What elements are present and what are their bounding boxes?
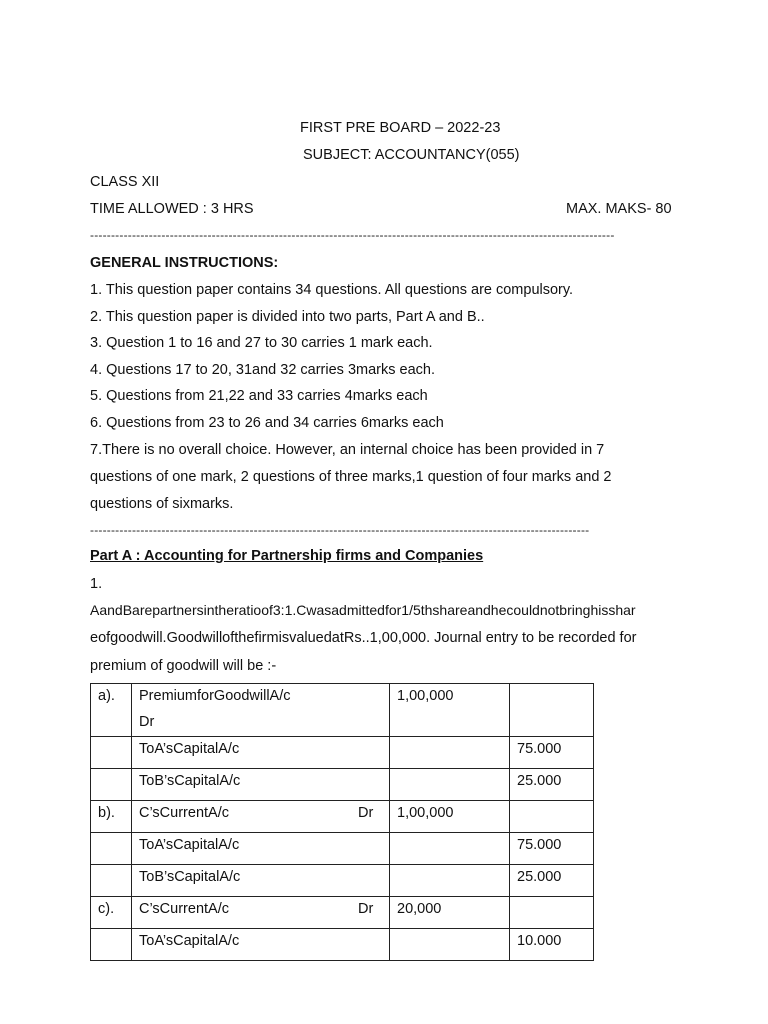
credit-cell xyxy=(510,684,594,737)
particulars-cell xyxy=(132,801,390,833)
debit-cell xyxy=(390,737,510,769)
debit-cell: 1,00,000 xyxy=(390,801,510,833)
table-row xyxy=(91,769,594,801)
instruction-item: 7.There is no overall choice. However, an internal choice has been provided in 7 xyxy=(90,442,605,458)
option-label xyxy=(91,769,132,801)
table-row xyxy=(91,801,594,833)
credit-cell: 25.000 xyxy=(510,769,594,801)
particulars-cell: ToA’sCapitalA/c xyxy=(132,737,390,769)
credit-cell: 75.000 xyxy=(510,737,594,769)
debit-cell: 1,00,000 xyxy=(390,684,510,737)
option-label: a). xyxy=(91,684,132,737)
particular-text: C’sCurrentA/c xyxy=(139,901,229,917)
credit-cell: 75.000 xyxy=(510,833,594,865)
option-label xyxy=(91,833,132,865)
question-text-line: eofgoodwill.GoodwillofthefirmisvaluedatRs..1,00,000. Journal entry to be recorded for xyxy=(90,630,637,646)
dr-marker: Dr xyxy=(358,805,374,821)
debit-cell xyxy=(390,769,510,801)
time-allowed: TIME ALLOWED : 3 HRS xyxy=(90,201,254,217)
particulars-cell: ToA’sCapitalA/c xyxy=(132,929,390,961)
instruction-item: 3. Question 1 to 16 and 27 to 30 carries 1 mark each. xyxy=(90,335,433,351)
table-row xyxy=(91,737,594,769)
credit-cell xyxy=(510,897,594,929)
option-label: c). xyxy=(91,897,132,929)
separator-line: ----------------------------------------------------------------------------------------------------------------------------- xyxy=(90,229,615,241)
instruction-item: questions of sixmarks. xyxy=(90,496,234,512)
credit-cell: 10.000 xyxy=(510,929,594,961)
credit-cell xyxy=(510,801,594,833)
debit-cell xyxy=(390,865,510,897)
class-label: CLASS XII xyxy=(90,174,160,190)
table-row xyxy=(91,865,594,897)
question-number: 1. xyxy=(90,576,103,592)
credit-cell: 25.000 xyxy=(510,865,594,897)
dr-marker: Dr xyxy=(139,714,155,730)
debit-cell xyxy=(390,929,510,961)
instruction-item: 6. Questions from 23 to 26 and 34 carries 6marks each xyxy=(90,415,444,431)
question-text-line: AandBarepartnersintheratioof3:1.Cwasadmittedfor1/5thshareandhecouldnotbringhisshar xyxy=(90,602,636,618)
instruction-item: 5. Questions from 21,22 and 33 carries 4marks each xyxy=(90,388,428,404)
paper-subject: SUBJECT: ACCOUNTANCY(055) xyxy=(303,147,520,163)
particular-text: PremiumforGoodwillA/c xyxy=(139,688,291,704)
instruction-item: 1. This question paper contains 34 questions. All questions are compulsory. xyxy=(90,282,574,298)
instructions-heading: GENERAL INSTRUCTIONS: xyxy=(90,255,279,271)
particular-text: C’sCurrentA/c xyxy=(139,805,229,821)
table-row xyxy=(91,897,594,929)
part-a-heading: Part A : Accounting for Partnership firms and Companies xyxy=(90,548,484,564)
option-label: b). xyxy=(91,801,132,833)
particulars-cell: ToB’sCapitalA/c xyxy=(132,865,390,897)
option-label xyxy=(91,929,132,961)
option-label xyxy=(91,865,132,897)
dr-marker: Dr xyxy=(358,901,374,917)
particulars-cell xyxy=(132,684,390,737)
instruction-item: questions of one mark, 2 questions of three marks,1 question of four marks and 2 xyxy=(90,469,612,485)
separator-line: ----------------------------------------------------------------------------------------------------------------------- xyxy=(90,524,590,536)
max-marks: MAX. MAKS- 80 xyxy=(566,201,672,217)
particulars-cell xyxy=(132,897,390,929)
journal-options-table xyxy=(90,683,594,961)
question-text-line: premium of goodwill will be :- xyxy=(90,658,277,674)
instruction-item: 4. Questions 17 to 20, 31and 32 carries 3marks each. xyxy=(90,362,435,378)
paper-title: FIRST PRE BOARD – 2022-23 xyxy=(300,120,501,136)
table-row xyxy=(91,833,594,865)
instruction-item: 2. This question paper is divided into two parts, Part A and B.. xyxy=(90,309,485,325)
particulars-cell: ToA’sCapitalA/c xyxy=(132,833,390,865)
table-row xyxy=(91,929,594,961)
debit-cell xyxy=(390,833,510,865)
table-row xyxy=(91,684,594,737)
debit-cell: 20,000 xyxy=(390,897,510,929)
particulars-cell: ToB’sCapitalA/c xyxy=(132,769,390,801)
option-label xyxy=(91,737,132,769)
